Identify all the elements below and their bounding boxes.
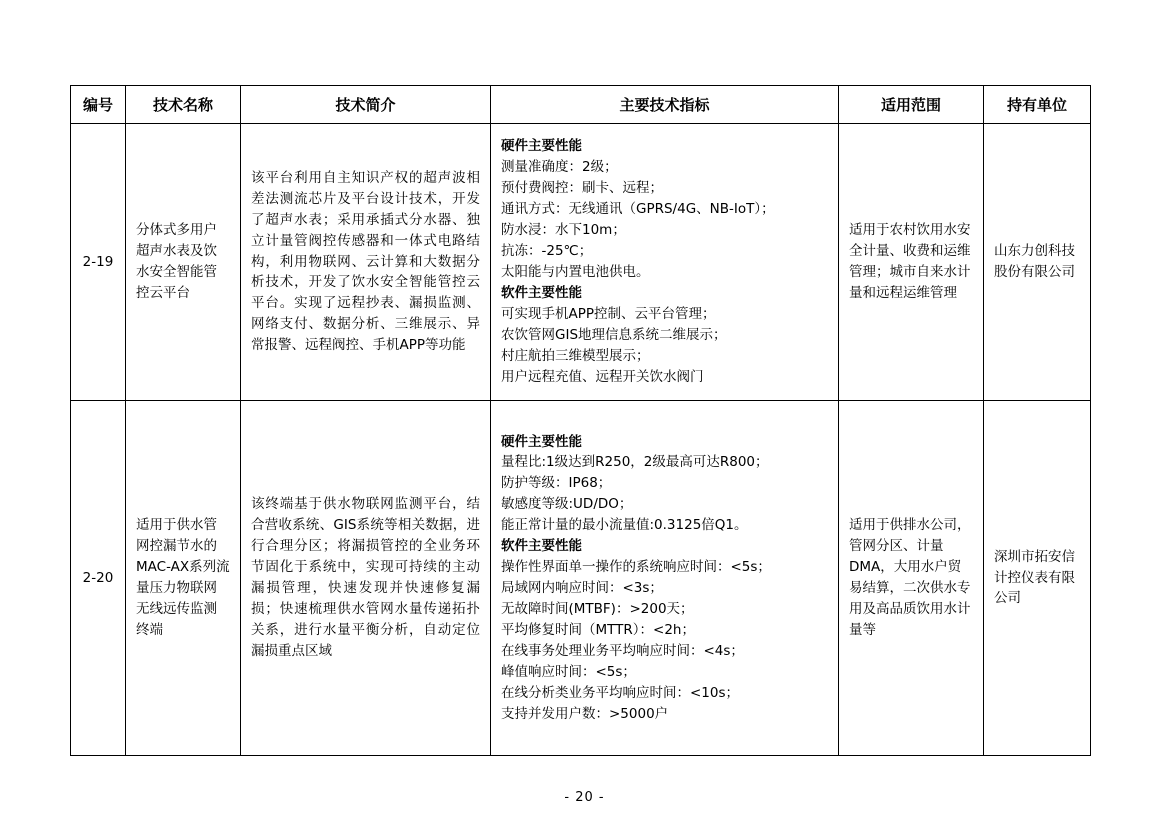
cell-scope: 适用于农村饮用水安全计量、收费和运维管理；城市自来水计量和远程运维管理 [839, 124, 984, 401]
column-header-intro: 技术简介 [241, 86, 491, 124]
indicator-line: 抗冻：-25℃； [501, 243, 593, 260]
indicator-line: 防水浸：水下10m； [501, 222, 626, 239]
indicator-line: 太阳能与内置电池供电。 [501, 264, 650, 280]
cell-id: 2-19 [71, 124, 126, 401]
cell-intro: 该平台利用自主知识产权的超声波相差法测流芯片及平台设计技术，开发了超声水表；采用承插式分水器、独立计量管阀控传感器和一体式电路结构，利用物联网、云计算和大数据分析技术，开发了饮水安全智能管控云平台。实现了远程抄表、漏损监测、网络支付、数据分析、三维展示、异常报警、远程阀控、手机APP等功能 [241, 124, 491, 401]
cell-id: 2-20 [71, 401, 126, 756]
indicator-line: 无故障时间(MTBF)：>200天； [501, 600, 694, 617]
indicator-line: 峰值响应时间：<5s； [501, 663, 636, 680]
cell-holder: 山东力创科技股份有限公司 [984, 124, 1091, 401]
indicator-section-title: 硬件主要性能 [501, 138, 582, 155]
indicator-line: 敏感度等级:UD/DO； [501, 496, 633, 513]
indicator-line: 用户远程充值、远程开关饮水阀门 [501, 368, 704, 385]
indicator-line: 预付费阀控：刷卡、远程； [501, 180, 663, 197]
column-header-tech-name: 技术名称 [126, 86, 241, 124]
indicator-line: 平均修复时间（MTTR）：<2h； [501, 621, 695, 638]
indicator-line: 村庄航拍三维模型展示； [501, 347, 650, 364]
cell-tech-name: 分体式多用户超声水表及饮水安全智能管控云平台 [126, 124, 241, 401]
table-row [71, 401, 1091, 756]
column-header-holder: 持有单位 [984, 86, 1091, 124]
indicator-line: 测量准确度：2级； [501, 159, 618, 176]
cell-holder: 深圳市拓安信计控仪表有限公司 [984, 401, 1091, 756]
indicator-line: 操作性界面单一操作的系统响应时间：<5s； [501, 559, 771, 576]
column-header-indicators: 主要技术指标 [491, 86, 839, 124]
indicator-line: 局域网内响应时间：<3s； [501, 580, 663, 596]
indicator-section-title: 软件主要性能 [501, 284, 582, 301]
indicator-line: 能正常计量的最小流量值:0.3125倍Q1。 [501, 517, 748, 534]
technology-table [70, 85, 1091, 756]
indicator-section-title: 硬件主要性能 [501, 433, 582, 450]
indicator-line: 防护等级：IP68； [501, 475, 612, 492]
cell-indicators [491, 401, 839, 756]
indicator-section-title: 软件主要性能 [501, 538, 582, 555]
indicator-line: 农饮管网GIS地理信息系统二维展示； [501, 326, 727, 343]
indicator-line: 通讯方式：无线通讯（GPRS/4G、NB-IoT）； [501, 201, 775, 218]
cell-indicators [491, 124, 839, 401]
column-header-id: 编号 [71, 86, 126, 124]
cell-tech-name: 适用于供水管网控漏节水的MAC-AX系列流量压力物联网无线远传监测终端 [126, 401, 241, 756]
header-row [71, 86, 1091, 124]
cell-intro: 该终端基于供水物联网监测平台，结合营收系统、GIS系统等相关数据，进行合理分区；将漏损管控的全业务环节固化于系统中，实现可持续的主动漏损管理，快速发现并快速修复漏损；快速梳理供水管网水量传递拓扑关系，进行水量平衡分析，自动定位漏损重点区域 [241, 401, 491, 756]
indicator-line: 在线分析类业务平均响应时间：<10s； [501, 684, 740, 701]
indicator-line: 支持并发用户数：>5000户 [501, 705, 669, 722]
cell-scope: 适用于供排水公司，管网分区、计量DMA，大用水户贸易结算，二次供水专用及高品质饮用水计量等 [839, 401, 984, 756]
indicator-line: 可实现手机APP控制、云平台管理； [501, 305, 716, 322]
page-number: - 20 - [564, 790, 605, 805]
table-row [71, 124, 1091, 401]
indicator-line: 量程比:1级达到R250，2级最高可达R800； [501, 454, 769, 471]
indicator-line: 在线事务处理业务平均响应时间：<4s； [501, 642, 744, 659]
column-header-scope: 适用范围 [839, 86, 984, 124]
